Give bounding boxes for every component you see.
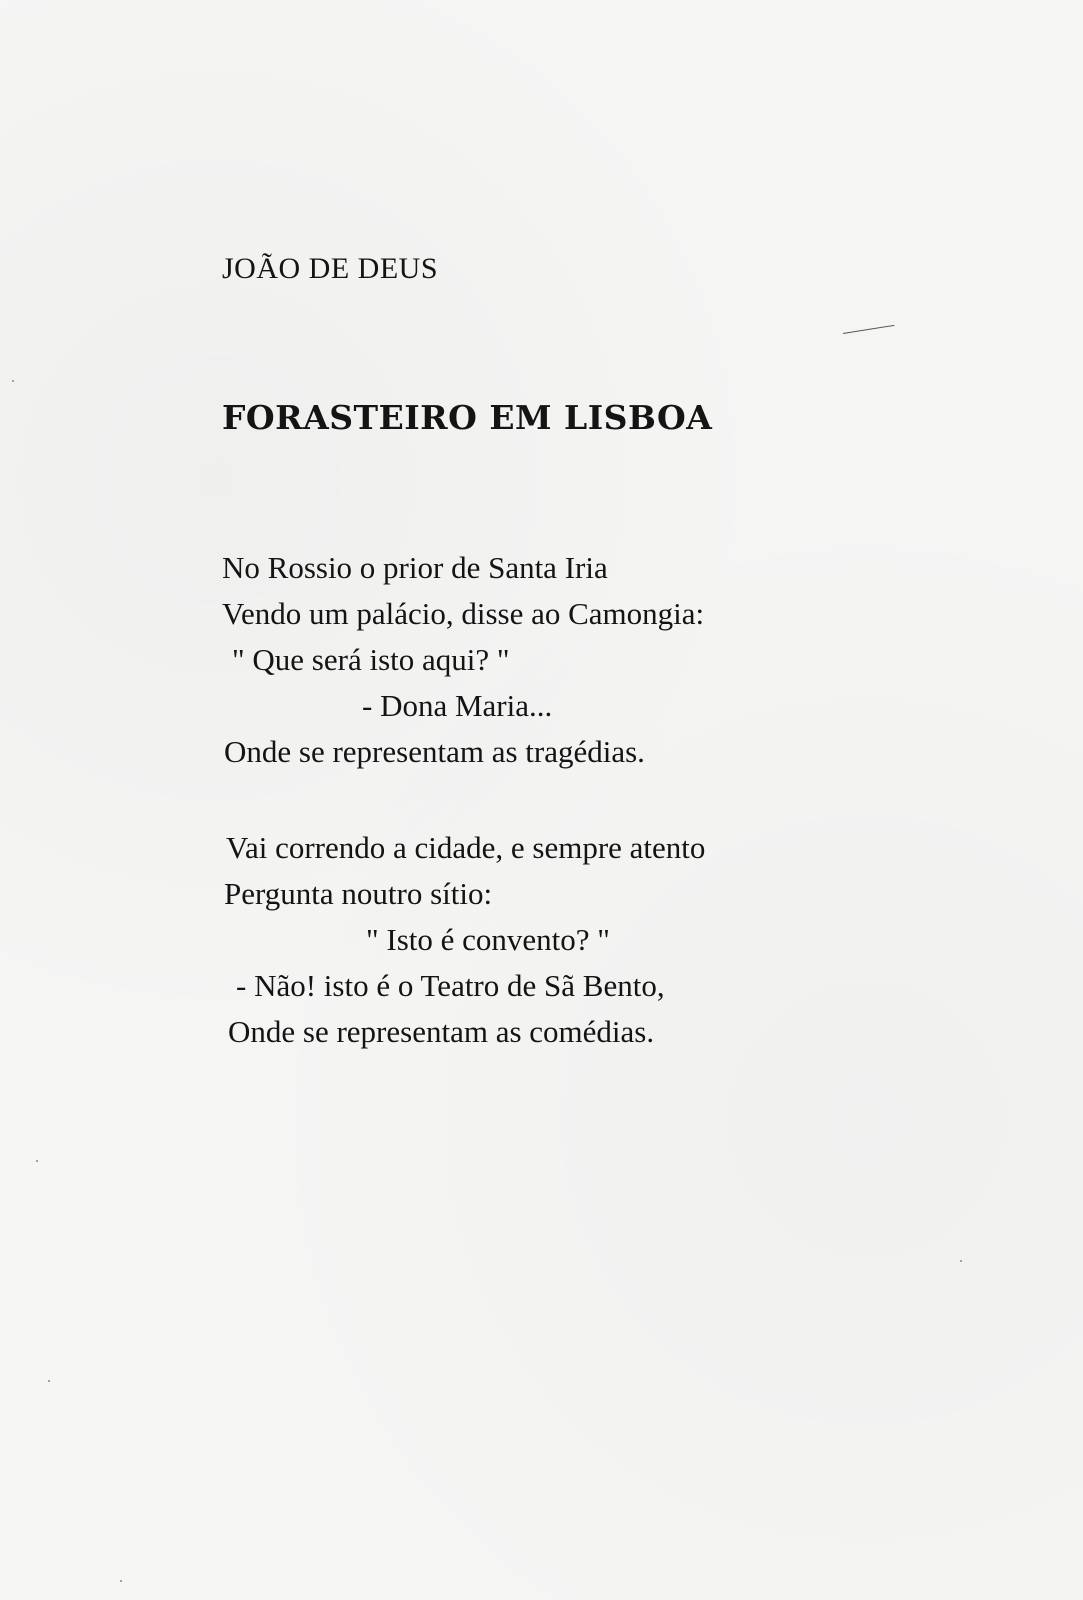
paper-speck [36,1160,38,1162]
paper-speck [960,1260,962,1262]
pen-mark [843,325,895,334]
paper-speck [48,1380,50,1382]
paper-speck [12,380,14,382]
poem-line: Pergunta noutro sítio: [224,876,493,911]
poem-title: FORASTEIRO EM LISBOA [222,398,713,437]
poem-line: Vendo um palácio, disse ao Camongia: [222,596,705,631]
poem-line: Onde se representam as tragédias. [224,734,645,769]
poem-line: Onde se representam as comédias. [228,1014,655,1049]
author-name: JOÃO DE DEUS [222,252,438,285]
paper-speck [120,1580,122,1582]
poem-line: - Dona Maria... [362,688,553,723]
poem-line: No Rossio o prior de Santa Iria [222,550,608,585]
poem-line: - Não! isto é o Teatro de Sã Bento, [236,968,665,1003]
poem-line: " Isto é convento? " [366,922,610,957]
poem-line: Vai correndo a cidade, e sempre atento [226,830,706,865]
poem-line: " Que será isto aqui? " [232,642,510,677]
